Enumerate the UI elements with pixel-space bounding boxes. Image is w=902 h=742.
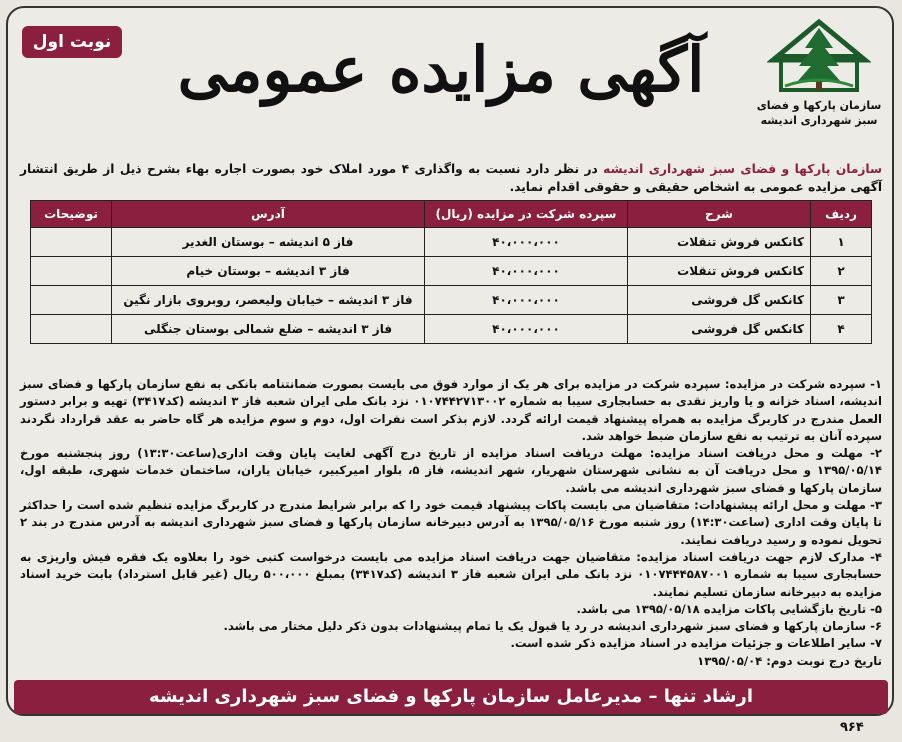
intro-text: در نظر دارد نسبت به واگذاری ۴ مورد املاک خود بصورت اجاره بهاء بشرح ذیل از طریق انتشار آگهی مزایده عمومی به اشخاص حقیقی و حقوقی اقدام نماید. (20, 162, 882, 194)
row-desc: کانکس گل فروشی (628, 315, 811, 344)
clause-6: ۶- سازمان پارکها و فضای سبز شهرداری اندیشه در رد یا قبول یک یا تمام پیشنهادات بدون ذکر دلیل مختار می باشد. (223, 619, 882, 634)
clause-5: ۵- تاریخ بازگشایی پاکات مزایده ۱۳۹۵/۰۵/۱۸ می باشد. (576, 601, 882, 616)
row-deposit: ۴۰،۰۰۰،۰۰۰ (425, 228, 628, 257)
clause-4: ۴- مدارک لازم جهت دریافت اسناد مزایده: متقاضیان جهت دریافت اسناد مزایده می بایست درخواست کتبی خود را بعلاوه یک فقره فیش واریزی به حسابجاری سیبا به شماره ۰۱۰۷۴۴۴۵۸۷۰۰۱ نزد بانک ملی ایران شعبه فاز ۳ اندیشه (کد۳۴۱۷) بمبلغ ۵۰۰،۰۰۰ ریال (غیر قابل استرداد) بابت خرید اسناد مزایده به دبیرخانه سازمان تسلیم نمایند. (20, 549, 883, 599)
table-row (31, 257, 872, 286)
row-address: فاز ۳ اندیشه – بوستان خیام (112, 257, 425, 286)
organization-logo (754, 16, 884, 146)
status-badge: نوبت اول (22, 26, 122, 58)
intro-organization: سازمان پارکها و فضای سبز شهرداری اندیشه (603, 162, 882, 176)
row-notes (31, 228, 112, 257)
clause-3: ۳- مهلت و محل ارائه پیشنهادات: متقاضیان می بایست پاکات پیشنهاد قیمت خود را که برابر شرایط مندرج در کاربرگ مزایده تنظیم شده است را حداکثر تا پایان وقت اداری (ساعت۱۴:۳۰) روز شنبه مورخ ۱۳۹۵/۰۵/۱۶ به آدرس دبیرخانه سازمان پارکها و فضای سبز شهرداری اندیشه به آدرس مندرج در بند ۲ تحویل نموده و رسید دریافت نمایند. (20, 498, 882, 547)
table-row (31, 315, 872, 344)
page-number: ۹۶۴ (840, 720, 864, 735)
table-row (31, 286, 872, 315)
intro-paragraph (20, 160, 882, 196)
table-row (31, 228, 872, 257)
row-num: ۳ (811, 286, 872, 315)
column-header-notes: توضیحات (31, 201, 112, 228)
row-desc: کانکس فروش تنقلات (628, 228, 811, 257)
clause-2: ۲- مهلت و محل دریافت اسناد مزایده: مهلت دریافت اسناد مزایده از تاریخ درج آگهی لغایت پایان وقت اداری(ساعت۱۳:۳۰) روز پنجشنبه مورخ ۱۳۹۵/۰۵/۱۴ و محل دریافت آن به نشانی شهرستان شهریار، شهر اندیشه، فاز ۵، بلوار امیرکبیر، خیابان یاران، ساختمان خدمات شهری، طبقه اول، سازمان پارکها و فضای سبز شهرداری اندیشه می باشد. (20, 446, 883, 495)
row-num: ۱ (811, 228, 872, 257)
signature-bar: ارشاد تنها – مدیرعامل سازمان پارکها و فضای سبز شهرداری اندیشه (14, 680, 888, 714)
column-header-num: ردیف (811, 201, 872, 228)
row-deposit: ۴۰،۰۰۰،۰۰۰ (425, 286, 628, 315)
table-header-row (31, 201, 872, 228)
tree-house-logo-icon (767, 16, 871, 94)
row-address: فاز ۳ اندیشه – خیابان ولیعصر، روبروی بازار نگین (112, 286, 425, 315)
row-notes (31, 315, 112, 344)
terms-section (20, 376, 882, 670)
row-notes (31, 257, 112, 286)
row-address: فاز ۵ اندیشه – بوستان الغدیر (112, 228, 425, 257)
row-notes (31, 286, 112, 315)
clause-7: ۷- سایر اطلاعات و جزئیات مزایده در اسناد مزایده ذکر شده است. (510, 636, 882, 651)
clause-1: ۱- سپرده شرکت در مزایده: سپرده شرکت در مزایده برای هر یک از موارد فوق می بایست بصورت ضمانتنامه بانکی به نفع سازمان پارکها و فضای سبز اندیشه، اسناد خزانه و یا واریز نقدی به حسابجاری سیبا به شماره ۰۱۰۷۴۴۲۷۱۳۰۰۲ نزد بانک ملی ایران شعبه فاز ۳ اندیشه (کد۳۴۱۷) تهیه و برابر دستور العمل مندرج در کاربرگ مزایده به همراه پیشنهاد قیمت ارائه گردد. لازم بذکر است نفرات اول، دوم و سوم مزایده هر گاه حاضر به عقد قرارداد نگردند سپرده آنان به ترتیب به نفع سازمان ضبط خواهد شد. (20, 377, 882, 443)
logo-caption: سازمان پارکها و فضای سبز شهرداری اندیشه (756, 99, 882, 127)
row-desc: کانکس فروش تنقلات (628, 257, 811, 286)
items-table (30, 200, 872, 344)
row-address: فاز ۳ اندیشه – ضلع شمالی بوستان جنگلی (112, 315, 425, 344)
row-num: ۲ (811, 257, 872, 286)
second-publication-date: تاریخ درج نوبت دوم: ۱۳۹۵/۰۵/۰۴ (697, 653, 882, 668)
row-desc: کانکس گل فروشی (628, 286, 811, 315)
row-deposit: ۴۰،۰۰۰،۰۰۰ (425, 315, 628, 344)
column-header-address: آدرس (112, 201, 425, 228)
page-title: آگهی مزایده عمومی (177, 33, 705, 106)
column-header-desc: شرح (628, 201, 811, 228)
row-num: ۴ (811, 315, 872, 344)
column-header-deposit: سپرده شرکت در مزایده (ریال) (425, 201, 628, 228)
row-deposit: ۴۰،۰۰۰،۰۰۰ (425, 257, 628, 286)
